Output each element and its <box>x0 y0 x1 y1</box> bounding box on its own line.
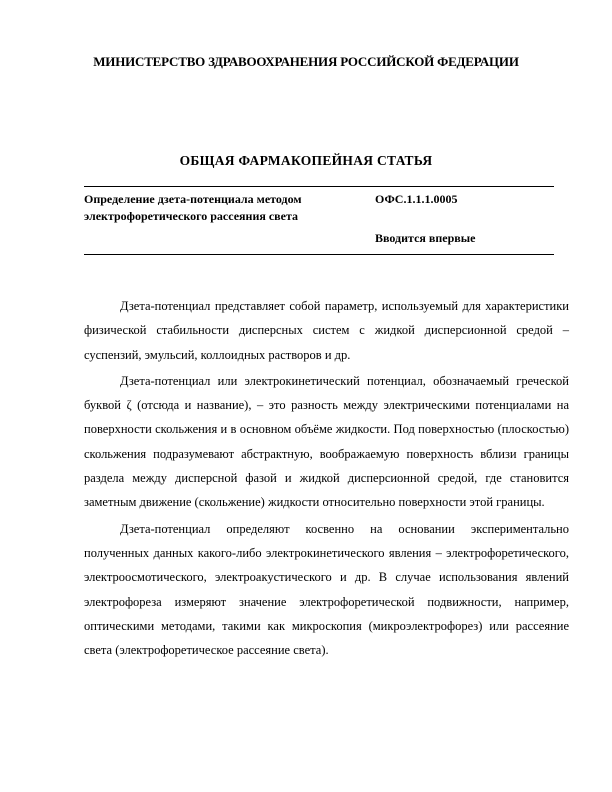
article-title-line: Определение дзета-потенциала методом <box>84 192 302 206</box>
article-title <box>84 191 364 225</box>
body-paragraph: Дзета-потенциал определяют косвенно на основании экспериментально полученных данных какого-либо электрокинетического явления – электрофоретического, электроосмотического, электроакустического и др. В случае использования явлений электрофореза измеряют значение электрофоретической подвижности, например, оптическими методами, такими как микроскопия (микроэлектрофорез) или рассеяние света (электрофоретическое рассеяние света). <box>84 521 569 658</box>
header-bottom-rule <box>84 254 554 255</box>
body-paragraph: Дзета-потенциал или электрокинетический потенциал, обозначаемый греческой буквой ζ (отсюда и название), – это разность между электрическими потенциалами на поверхности скольжения и в основном объёме жидкости. Под поверхностью (плоскостью) скольжения подразумевают абстрактную, воображаемую поверхность вблизи границы раздела между дисперсной фазой и жидкой дисперсионной средой, где становится заметным движение (скольжение) жидкости относительно поверхности этой границы. <box>84 373 569 510</box>
document-type-heading: ОБЩАЯ ФАРМАКОПЕЙНАЯ СТАТЬЯ <box>179 153 433 168</box>
article-title-line: электрофоретического рассеяния света <box>84 209 299 223</box>
article-code: ОФС.1.1.1.0005 <box>375 192 458 206</box>
article-status: Вводится впервые <box>375 231 476 245</box>
article-body <box>84 294 569 664</box>
body-paragraph: Дзета-потенциал представляет собой параметр, используемый для характеристики физической стабильности дисперсных систем с жидкой дисперсионной средой – суспензий, эмульсий, коллоидных растворов и др. <box>84 299 569 362</box>
header-top-rule <box>84 186 554 187</box>
ministry-heading: МИНИСТЕРСТВО ЗДРАВООХРАНЕНИЯ РОССИЙСКОЙ ФЕДЕРАЦИИ <box>93 54 519 69</box>
